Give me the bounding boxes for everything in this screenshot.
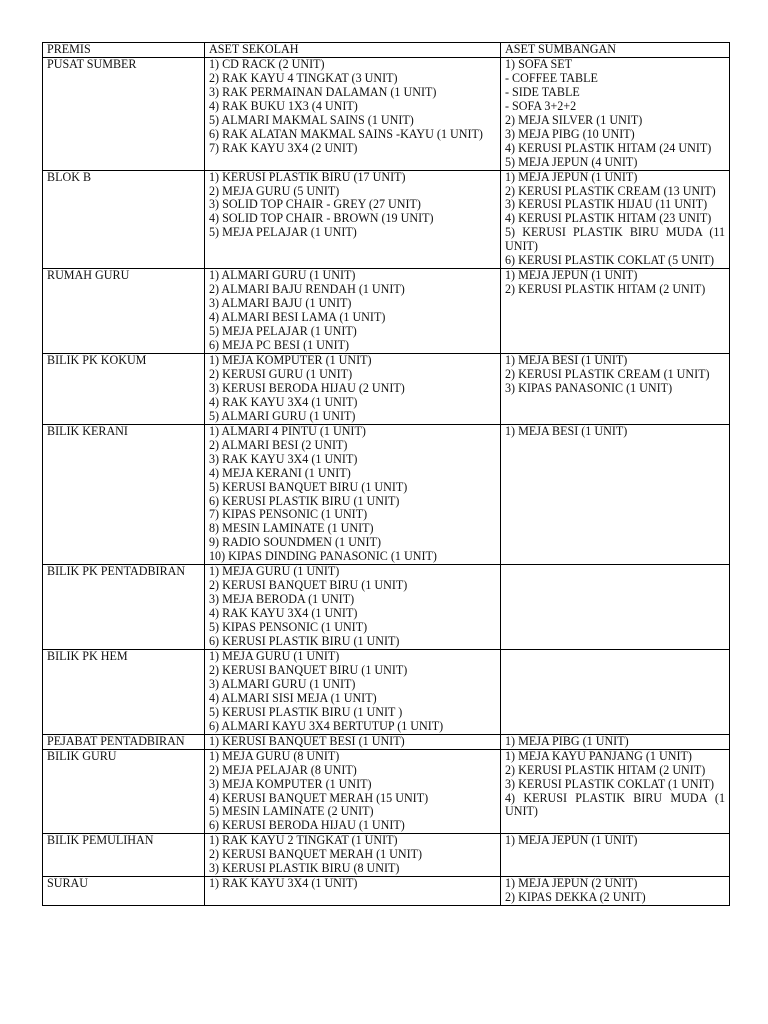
aset-sekolah-item: 2) MEJA PELAJAR (8 UNIT): [209, 762, 357, 777]
aset-sumbangan-cell: [501, 834, 730, 877]
aset-sekolah-item: 8) MESIN LAMINATE (1 UNIT): [209, 521, 374, 536]
premis-cell: SURAU: [43, 877, 205, 906]
aset-sekolah-cell: [205, 749, 501, 834]
aset-sekolah-item: 10) KIPAS DINDING PANASONIC (1 UNIT): [209, 549, 437, 564]
aset-sumbangan-item: - SOFA 3+2+2: [505, 98, 577, 113]
aset-sekolah-item: 4) KERUSI BANQUET MERAH (15 UNIT): [209, 790, 429, 805]
aset-sekolah-item: 1) RAK KAYU 2 TINGKAT (1 UNIT): [209, 833, 398, 848]
aset-sekolah-item: 3) RAK PERMAINAN DALAMAN (1 UNIT): [209, 84, 437, 99]
aset-sumbangan-item: 1) MEJA KAYU PANJANG (1 UNIT): [505, 748, 692, 763]
header-premis: PREMIS: [43, 43, 205, 58]
aset-sekolah-item: 5) MEJA PELAJAR (1 UNIT): [209, 225, 357, 240]
aset-sekolah-item: 6) MEJA PC BESI (1 UNIT): [209, 338, 350, 353]
aset-sekolah-item: 2) RAK KAYU 4 TINGKAT (3 UNIT): [209, 70, 398, 85]
aset-sekolah-cell: [205, 649, 501, 734]
aset-sekolah-item: 1) KERUSI BANQUET BESI (1 UNIT): [209, 733, 405, 748]
aset-sumbangan-item: 2) KERUSI PLASTIK HITAM (2 UNIT): [505, 762, 706, 777]
aset-sekolah-item: 4) RAK KAYU 3X4 (1 UNIT): [209, 606, 358, 621]
aset-sumbangan-cell: [501, 269, 730, 354]
aset-sekolah-item: 5) KIPAS PENSONIC (1 UNIT): [209, 620, 368, 635]
aset-sekolah-cell: [205, 734, 501, 749]
table-row: [43, 649, 730, 734]
aset-sekolah-item: 4) ALMARI SISI MEJA (1 UNIT): [209, 690, 377, 705]
aset-sekolah-item: 6) RAK ALATAN MAKMAL SAINS -KAYU (1 UNIT): [209, 126, 483, 141]
table-row: [43, 353, 730, 424]
aset-sekolah-item: 5) ALMARI MAKMAL SAINS (1 UNIT): [209, 112, 414, 127]
aset-sekolah-item: 3) MEJA BERODA (1 UNIT): [209, 592, 355, 607]
aset-sekolah-cell: [205, 565, 501, 650]
aset-sekolah-item: 7) KIPAS PENSONIC (1 UNIT): [209, 507, 368, 522]
premis-cell: BILIK KERANI: [43, 424, 205, 565]
aset-sekolah-item: 1) CD RACK (2 UNIT): [209, 56, 325, 71]
aset-sekolah-item: 5) MESIN LAMINATE (2 UNIT): [209, 804, 374, 819]
aset-sekolah-item: 3) ALMARI GURU (1 UNIT): [209, 676, 356, 691]
aset-sekolah-item: 1) ALMARI GURU (1 UNIT): [209, 268, 356, 283]
aset-sumbangan-item: 1) SOFA SET: [505, 56, 572, 71]
aset-sumbangan-cell: [501, 649, 730, 734]
aset-sumbangan-item: 1) MEJA JEPUN (2 UNIT): [505, 876, 638, 891]
table-row: [43, 749, 730, 834]
asset-table: [42, 42, 730, 906]
aset-sekolah-item: 6) ALMARI KAYU 3X4 BERTUTUP (1 UNIT): [209, 718, 444, 733]
aset-sumbangan-item: 2) KERUSI PLASTIK CREAM (1 UNIT): [505, 366, 710, 381]
aset-sekolah-cell: [205, 834, 501, 877]
aset-sekolah-item: 1) ALMARI 4 PINTU (1 UNIT): [209, 423, 366, 438]
premis-cell: RUMAH GURU: [43, 269, 205, 354]
premis-cell: BLOK B: [43, 170, 205, 269]
header-row: [43, 43, 730, 58]
aset-sumbangan-cell: [501, 424, 730, 565]
header-aset-sekolah: ASET SEKOLAH: [205, 43, 501, 58]
aset-sumbangan-cell: [501, 353, 730, 424]
aset-sekolah-item: 1) MEJA GURU (8 UNIT): [209, 748, 340, 763]
aset-sekolah-item: 3) KERUSI PLASTIK BIRU (8 UNIT): [209, 861, 400, 876]
aset-sumbangan-item: 4) KERUSI PLASTIK BIRU MUDA (1 UNIT): [505, 790, 725, 819]
premis-cell: BILIK PK HEM: [43, 649, 205, 734]
table-row: [43, 170, 730, 269]
premis-cell: PUSAT SUMBER: [43, 57, 205, 170]
table-row: [43, 877, 730, 906]
header-aset-sumbangan: ASET SUMBANGAN: [501, 43, 730, 58]
aset-sekolah-item: 3) KERUSI BERODA HIJAU (2 UNIT): [209, 380, 405, 395]
aset-sumbangan-item: 1) MEJA PIBG (1 UNIT): [505, 733, 629, 748]
aset-sekolah-item: 2) ALMARI BESI (2 UNIT): [209, 437, 348, 452]
aset-sekolah-item: 9) RADIO SOUNDMEN (1 UNIT): [209, 535, 381, 550]
aset-sekolah-cell: [205, 57, 501, 170]
aset-sumbangan-item: 3) KERUSI PLASTIK COKLAT (1 UNIT): [505, 776, 715, 791]
aset-sekolah-item: 5) KERUSI BANQUET BIRU (1 UNIT): [209, 479, 408, 494]
aset-sekolah-item: 5) ALMARI GURU (1 UNIT): [209, 408, 356, 423]
table-row: [43, 565, 730, 650]
aset-sumbangan-cell: [501, 565, 730, 650]
aset-sumbangan-item: 1) MEJA JEPUN (1 UNIT): [505, 833, 638, 848]
table-row: [43, 734, 730, 749]
aset-sekolah-item: 6) KERUSI BERODA HIJAU (1 UNIT): [209, 818, 405, 833]
aset-sekolah-item: 2) ALMARI BAJU RENDAH (1 UNIT): [209, 282, 405, 297]
table-body: [43, 57, 730, 905]
aset-sumbangan-item: 2) MEJA SILVER (1 UNIT): [505, 112, 643, 127]
aset-sekolah-item: 1) MEJA GURU (1 UNIT): [209, 564, 340, 579]
premis-cell: BILIK PEMULIHAN: [43, 834, 205, 877]
aset-sekolah-item: 5) MEJA PELAJAR (1 UNIT): [209, 324, 357, 339]
aset-sekolah-item: 6) KERUSI PLASTIK BIRU (1 UNIT): [209, 493, 400, 508]
aset-sekolah-item: 3) RAK KAYU 3X4 (1 UNIT): [209, 451, 358, 466]
document-page: [42, 42, 729, 906]
aset-sumbangan-cell: [501, 749, 730, 834]
premis-cell: BILIK PK PENTADBIRAN: [43, 565, 205, 650]
aset-sumbangan-item: 4) KERUSI PLASTIK HITAM (24 UNIT): [505, 140, 712, 155]
aset-sumbangan-item: 3) KERUSI PLASTIK HIJAU (11 UNIT): [505, 197, 708, 212]
aset-sekolah-item: 4) MEJA KERANI (1 UNIT): [209, 465, 351, 480]
aset-sekolah-item: 1) KERUSI PLASTIK BIRU (17 UNIT): [209, 169, 406, 184]
aset-sumbangan-item: 1) MEJA BESI (1 UNIT): [505, 423, 628, 438]
aset-sumbangan-item: 6) KERUSI PLASTIK COKLAT (5 UNIT): [505, 253, 715, 268]
aset-sekolah-item: 5) KERUSI PLASTIK BIRU (1 UNIT ): [209, 704, 403, 719]
aset-sumbangan-item: - COFFEE TABLE: [505, 70, 598, 85]
table-row: [43, 57, 730, 170]
aset-sekolah-cell: [205, 424, 501, 565]
aset-sekolah-item: 2) KERUSI BANQUET MERAH (1 UNIT): [209, 847, 423, 862]
premis-cell: BILIK PK KOKUM: [43, 353, 205, 424]
aset-sekolah-item: 2) KERUSI BANQUET BIRU (1 UNIT): [209, 578, 408, 593]
aset-sekolah-cell: [205, 170, 501, 269]
aset-sekolah-item: 4) SOLID TOP CHAIR - BROWN (19 UNIT): [209, 211, 434, 226]
aset-sumbangan-cell: [501, 57, 730, 170]
aset-sumbangan-item: 3) MEJA PIBG (10 UNIT): [505, 126, 635, 141]
aset-sumbangan-item: 1) MEJA JEPUN (1 UNIT): [505, 268, 638, 283]
aset-sumbangan-item: 5) MEJA JEPUN (4 UNIT): [505, 154, 638, 169]
aset-sekolah-cell: [205, 353, 501, 424]
aset-sumbangan-item: - SIDE TABLE: [505, 84, 580, 99]
aset-sekolah-cell: [205, 877, 501, 906]
aset-sumbangan-item: 2) KIPAS DEKKA (2 UNIT): [505, 890, 646, 905]
table-row: [43, 834, 730, 877]
aset-sekolah-item: 6) KERUSI PLASTIK BIRU (1 UNIT): [209, 634, 400, 649]
aset-sekolah-item: 3) SOLID TOP CHAIR - GREY (27 UNIT): [209, 197, 421, 212]
aset-sekolah-item: 3) ALMARI BAJU (1 UNIT): [209, 296, 352, 311]
aset-sekolah-item: 2) MEJA GURU (5 UNIT): [209, 183, 340, 198]
aset-sekolah-item: 4) RAK BUKU 1X3 (4 UNIT): [209, 98, 358, 113]
aset-sumbangan-item: 1) MEJA JEPUN (1 UNIT): [505, 169, 638, 184]
premis-cell: BILIK GURU: [43, 749, 205, 834]
aset-sumbangan-item: 2) KERUSI PLASTIK CREAM (13 UNIT): [505, 183, 716, 198]
aset-sumbangan-cell: [501, 734, 730, 749]
aset-sumbangan-item: 3) KIPAS PANASONIC (1 UNIT): [505, 380, 673, 395]
aset-sekolah-item: 4) RAK KAYU 3X4 (1 UNIT): [209, 394, 358, 409]
aset-sekolah-cell: [205, 269, 501, 354]
premis-cell: PEJABAT PENTADBIRAN: [43, 734, 205, 749]
aset-sekolah-item: 3) MEJA KOMPUTER (1 UNIT): [209, 776, 372, 791]
aset-sumbangan-cell: [501, 170, 730, 269]
table-row: [43, 424, 730, 565]
aset-sekolah-item: 2) KERUSI GURU (1 UNIT): [209, 366, 353, 381]
aset-sumbangan-cell: [501, 877, 730, 906]
aset-sumbangan-item: 1) MEJA BESI (1 UNIT): [505, 352, 628, 367]
table-row: [43, 269, 730, 354]
aset-sumbangan-item: 5) KERUSI PLASTIK BIRU MUDA (11 UNIT): [505, 225, 725, 254]
aset-sekolah-item: 2) KERUSI BANQUET BIRU (1 UNIT): [209, 662, 408, 677]
aset-sekolah-item: 1) MEJA GURU (1 UNIT): [209, 648, 340, 663]
aset-sekolah-item: 4) ALMARI BESI LAMA (1 UNIT): [209, 310, 386, 325]
aset-sekolah-item: 1) MEJA KOMPUTER (1 UNIT): [209, 352, 372, 367]
aset-sumbangan-item: 4) KERUSI PLASTIK HITAM (23 UNIT): [505, 211, 712, 226]
aset-sekolah-item: 7) RAK KAYU 3X4 (2 UNIT): [209, 140, 358, 155]
aset-sekolah-item: 1) RAK KAYU 3X4 (1 UNIT): [209, 876, 358, 891]
aset-sumbangan-item: 2) KERUSI PLASTIK HITAM (2 UNIT): [505, 282, 706, 297]
